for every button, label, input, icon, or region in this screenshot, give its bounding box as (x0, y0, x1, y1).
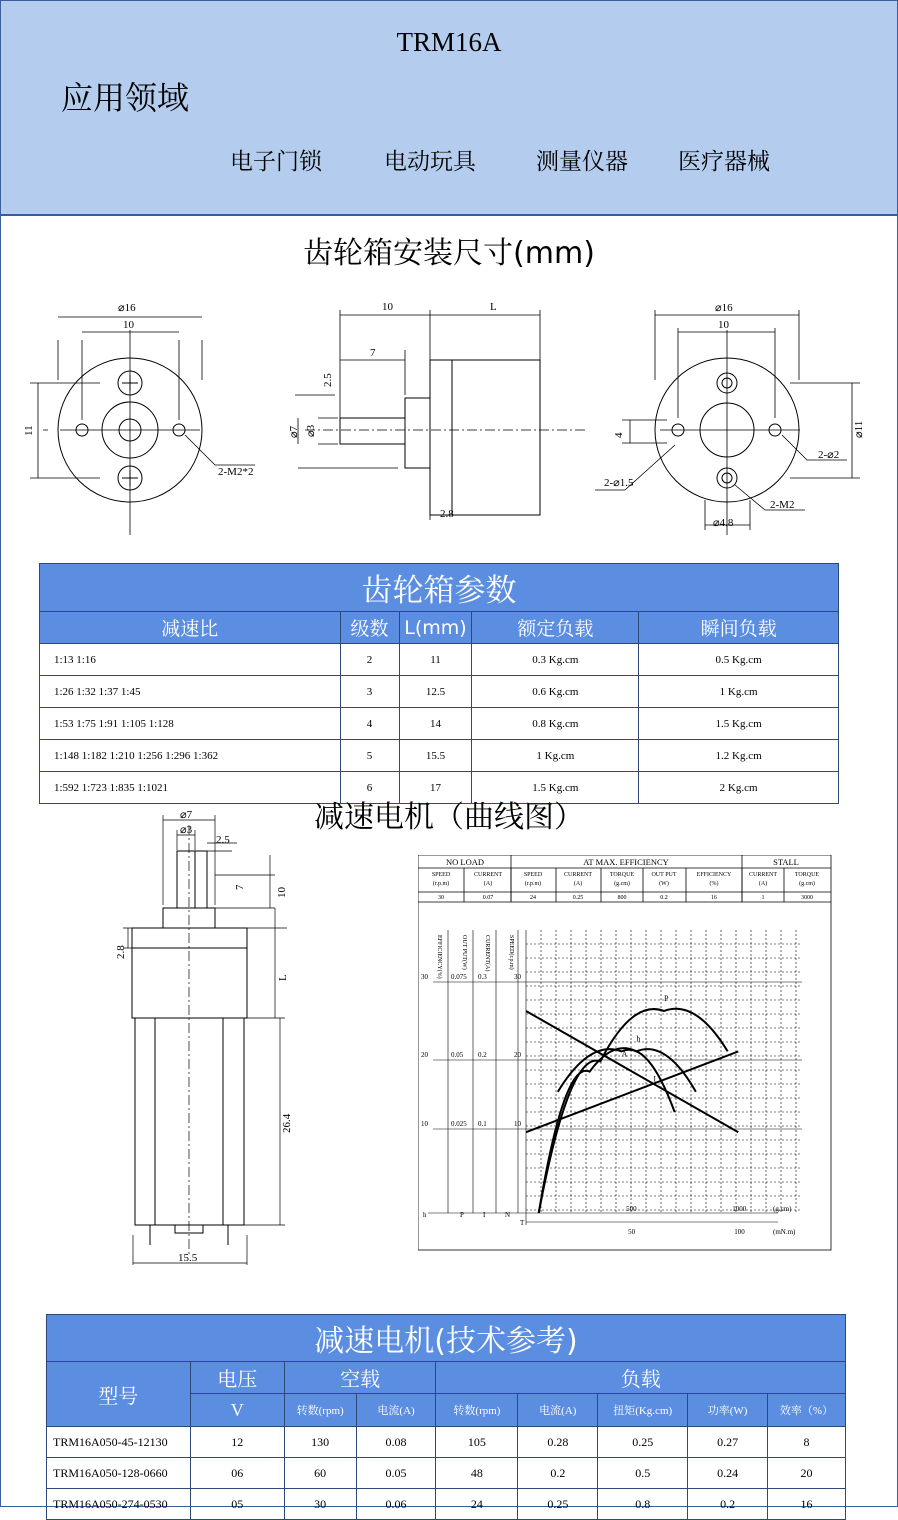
dim-right-d48: ⌀4.8 (713, 517, 734, 529)
col-peak-load: 瞬间负载 (639, 612, 839, 644)
gearbox-drawings (0, 290, 898, 540)
table-cell: 0.2 (518, 1458, 598, 1489)
col-header-name: TORQUE (794, 872, 820, 878)
motor-table-title: 减速电机(技术参考) (47, 1315, 846, 1362)
ratio-cell: 1:13 1:16 (40, 644, 341, 676)
col-header-unit: (A) (758, 881, 768, 887)
table-row (40, 708, 839, 740)
stages-cell: 2 (340, 644, 399, 676)
ratio-cell: 1:592 1:723 1:835 1:1021 (40, 772, 341, 804)
x-tick-mnm: 100 (734, 1228, 745, 1236)
dim-h11: 11 (23, 425, 35, 436)
motor-dim-28: 2.8 (115, 945, 127, 959)
table-cell: 60 (284, 1458, 356, 1489)
col-header-unit: (A) (483, 881, 493, 887)
col-rated-load: 额定负载 (472, 612, 639, 644)
peak-load-cell: 2 Kg.cm (639, 772, 839, 804)
motor-dim-155: 15.5 (178, 1252, 198, 1264)
sub-header: 功率(W) (688, 1394, 768, 1427)
axis-letter: P (460, 1211, 464, 1219)
length-cell: 17 (399, 772, 472, 804)
motor-dim-25: 2.5 (216, 834, 230, 846)
motor-dim-7: 7 (234, 884, 246, 890)
header-panel (1, 1, 897, 216)
curve-label: A (621, 1049, 628, 1059)
col-ratio: 减速比 (40, 612, 341, 644)
table-row (47, 1458, 846, 1489)
curve-h (539, 1048, 696, 1213)
table-cell: 24 (436, 1489, 518, 1520)
dim-d16: ⌀16 (118, 302, 136, 314)
table-cell: 05 (190, 1489, 284, 1520)
table-cell: 0.2 (688, 1489, 768, 1520)
axis-tick-label: 0.075 (451, 973, 467, 981)
length-cell: 11 (399, 644, 472, 676)
applications-title: 应用领域 (61, 79, 190, 117)
curve-label: I (653, 1074, 657, 1084)
dim-side-10: 10 (382, 301, 393, 313)
curve-label: h (636, 1034, 641, 1044)
application-item: 医疗器械 (678, 149, 770, 175)
group-max-eff: AT MAX. EFFICIENCY (583, 857, 669, 867)
x-tick-mnm: 50 (628, 1228, 636, 1236)
ratio-cell: 1:53 1:75 1:91 1:105 1:128 (40, 708, 341, 740)
motor-dim-10: 10 (276, 887, 288, 898)
table-cell: 0.25 (518, 1489, 598, 1520)
sub-header: 扭矩(Kg.cm) (598, 1394, 688, 1427)
dim-hole: 2-M2*2 (218, 466, 254, 478)
axis-tick-label: 0.3 (478, 973, 487, 981)
axis-letter: h (423, 1211, 427, 1219)
col-model: 型号 (47, 1362, 191, 1427)
sub-header: 电流(A) (356, 1394, 436, 1427)
length-cell: 12.5 (399, 676, 472, 708)
table-cell: 0.06 (356, 1489, 436, 1520)
dim-right-4: 4 (613, 432, 625, 438)
col-header-unit: (g.cm) (799, 881, 815, 887)
stages-cell: 3 (340, 676, 399, 708)
sub-header: 转数(rpm) (284, 1394, 356, 1427)
rated-load-cell: 1 Kg.cm (472, 740, 639, 772)
col-header-value: 0.2 (660, 895, 668, 901)
col-length: L(mm) (399, 612, 472, 644)
sub-header: 效率（%） (768, 1394, 846, 1427)
ratio-cell: 1:148 1:182 1:210 1:256 1:296 1:362 (40, 740, 341, 772)
col-voltage-unit: V (190, 1394, 284, 1427)
dim-d10: 10 (123, 319, 134, 331)
table-cell: 130 (284, 1427, 356, 1458)
axis-letter: T (520, 1219, 525, 1227)
dim-side-L: L (490, 301, 497, 313)
axis-letter: I (483, 1211, 486, 1219)
col-voltage: 电压 (190, 1362, 284, 1394)
col-header-name: SPEED (431, 872, 451, 878)
table-row (40, 676, 839, 708)
dim-right-d10: 10 (718, 319, 729, 331)
col-header-value: 30 (438, 895, 444, 901)
col-header-value: 3000 (801, 895, 813, 901)
table-row (40, 740, 839, 772)
col-header-name: CURRENT (473, 872, 503, 878)
col-stages: 级数 (340, 612, 399, 644)
col-header-value: 16 (711, 895, 717, 901)
axis-tick-label: 0.025 (451, 1120, 467, 1128)
table-cell: 0.05 (356, 1458, 436, 1489)
x-unit-mnm: (mN.m) (773, 1228, 796, 1236)
model-title: TRM16A (396, 27, 502, 57)
table-cell: 105 (436, 1427, 518, 1458)
table-cell: 48 (436, 1458, 518, 1489)
table-cell: 8 (768, 1427, 846, 1458)
table-row (47, 1489, 846, 1520)
length-cell: 15.5 (399, 740, 472, 772)
stages-cell: 6 (340, 772, 399, 804)
axis-tick-label: 0.1 (478, 1120, 487, 1128)
axis-title: OUT PUT(W) (461, 935, 467, 970)
peak-load-cell: 1.2 Kg.cm (639, 740, 839, 772)
dim-side-7: 7 (370, 347, 376, 359)
dim-right-h2: 2-⌀2 (818, 449, 840, 461)
col-no-load: 空载 (284, 1362, 436, 1394)
dim-right-h15: 2-⌀1.5 (604, 477, 634, 489)
motor-dim-264: 26.4 (281, 1113, 293, 1133)
col-header-name: TORQUE (609, 872, 635, 878)
motor-drawing (100, 805, 300, 1270)
application-item: 电动玩具 (384, 149, 476, 175)
motor-curve-title: 减速电机（曲线图） (314, 800, 584, 835)
col-header-name: EFFICIENCY (696, 872, 732, 878)
axis-tick-label: 30 (421, 973, 428, 981)
model-cell: TRM16A050-274-0530 (47, 1489, 191, 1520)
dim-right-d16: ⌀16 (715, 302, 733, 314)
rated-load-cell: 0.3 Kg.cm (472, 644, 639, 676)
col-header-unit: (W) (659, 881, 669, 887)
axis-tick-label: 30 (514, 973, 521, 981)
motor-dim-L: L (277, 974, 289, 981)
axis-letter: N (505, 1211, 511, 1219)
col-header-value: 24 (530, 895, 536, 901)
table-cell: 0.5 (598, 1458, 688, 1489)
axis-tick-label: 10 (514, 1120, 521, 1128)
dim-side-25: 2.5 (322, 373, 334, 387)
axis-title: SPEED(r.p.m) (508, 935, 514, 970)
table-cell: 16 (768, 1489, 846, 1520)
dim-side-28: 2.8 (440, 508, 454, 520)
table-cell: 0.28 (518, 1427, 598, 1458)
length-cell: 14 (399, 708, 472, 740)
motor-dim-d7: ⌀7 (180, 809, 193, 821)
table-cell: 20 (768, 1458, 846, 1489)
model-cell: TRM16A050-45-12130 (47, 1427, 191, 1458)
col-header-unit: (g.cm) (614, 881, 630, 887)
col-header-name: OUT PUT (651, 872, 677, 878)
col-header-name: SPEED (523, 872, 543, 878)
x-tick-gcm: 1000 (732, 1205, 747, 1213)
col-header-unit: (%) (709, 881, 719, 887)
table-cell: 0.25 (598, 1427, 688, 1458)
x-unit-gcm: (g.cm) (773, 1205, 792, 1213)
col-load: 负载 (436, 1362, 846, 1394)
gearbox-table-title: 齿轮箱参数 (40, 564, 839, 612)
rated-load-cell: 0.6 Kg.cm (472, 676, 639, 708)
table-cell: 12 (190, 1427, 284, 1458)
peak-load-cell: 1.5 Kg.cm (639, 708, 839, 740)
axis-tick-label: 0.2 (478, 1051, 487, 1059)
dim-right-d11: ⌀11 (853, 420, 865, 438)
col-header-name: CURRENT (563, 872, 593, 878)
dim-right-m2: 2-M2 (770, 499, 795, 511)
curve-label: P (664, 993, 669, 1003)
col-header-name: CURRENT (748, 872, 778, 878)
table-cell: 0.08 (356, 1427, 436, 1458)
table-cell: 06 (190, 1458, 284, 1489)
axis-tick-label: 20 (421, 1051, 428, 1059)
table-cell: 0.24 (688, 1458, 768, 1489)
axis-tick-label: 20 (514, 1051, 521, 1059)
axis-title: EFFICIENCY(%) (436, 935, 442, 979)
motor-table (46, 1314, 846, 1520)
stages-cell: 5 (340, 740, 399, 772)
table-cell: 0.8 (598, 1489, 688, 1520)
peak-load-cell: 1 Kg.cm (639, 676, 839, 708)
col-header-unit: (r.p.m) (524, 881, 542, 887)
gearbox-table (39, 563, 839, 804)
col-header-value: 0.25 (572, 895, 584, 901)
application-item: 测量仪器 (536, 149, 628, 175)
model-cell: TRM16A050-128-0660 (47, 1458, 191, 1489)
table-row (47, 1427, 846, 1458)
group-no-load: NO LOAD (445, 857, 485, 867)
rated-load-cell: 1.5 Kg.cm (472, 772, 639, 804)
performance-chart (418, 855, 833, 1252)
dim-side-dia3: ⌀3 (305, 424, 317, 437)
group-stall: STALL (773, 857, 799, 867)
rated-load-cell: 0.8 Kg.cm (472, 708, 639, 740)
sub-header: 转数(rpm) (436, 1394, 518, 1427)
table-cell: 0.27 (688, 1427, 768, 1458)
ratio-cell: 1:26 1:32 1:37 1:45 (40, 676, 341, 708)
table-row (40, 644, 839, 676)
col-header-value: 800 (617, 895, 627, 901)
sub-header: 电流(A) (518, 1394, 598, 1427)
x-tick-gcm: 500 (626, 1205, 637, 1213)
col-header-unit: (r.p.m) (432, 881, 450, 887)
axis-tick-label: 10 (421, 1120, 428, 1128)
col-header-value: 0.07 (482, 895, 494, 901)
curve-N (526, 1011, 738, 1132)
col-header-unit: (A) (573, 881, 583, 887)
peak-load-cell: 0.5 Kg.cm (639, 644, 839, 676)
col-header-value: 1 (761, 895, 765, 901)
gearbox-dimensions-title: 齿轮箱安装尺寸(mm) (303, 236, 595, 271)
dim-side-dia7: ⌀7 (288, 425, 300, 438)
axis-tick-label: 0.05 (451, 1051, 464, 1059)
table-cell: 30 (284, 1489, 356, 1520)
motor-dim-d3: ⌀3 (180, 824, 193, 836)
stages-cell: 4 (340, 708, 399, 740)
application-item: 电子门锁 (230, 149, 322, 175)
axis-title: CURRENT(A) (484, 935, 490, 972)
